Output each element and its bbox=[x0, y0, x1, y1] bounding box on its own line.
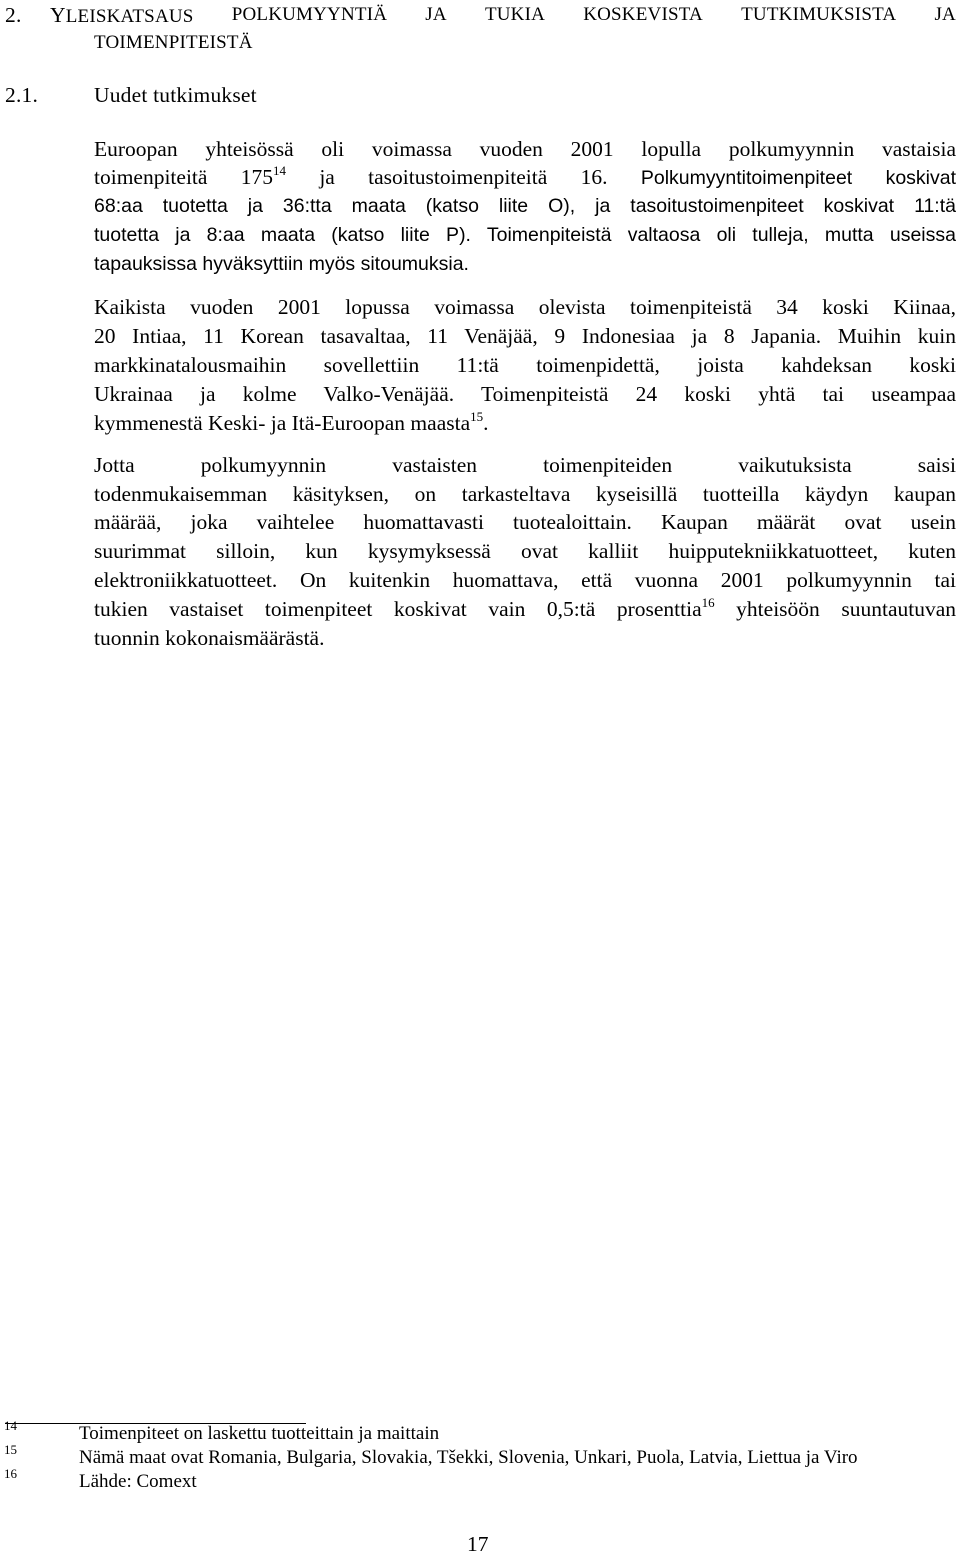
section-title-word: TUTKIMUKSISTA bbox=[741, 4, 897, 25]
section-title-word: TUKIA bbox=[484, 4, 546, 25]
footnote-number: 14 bbox=[4, 1418, 17, 1433]
paragraph-line: Kaikista vuoden 2001 lopussa voimassa olevista toimenpiteistä 34 koski Kiinaa, bbox=[94, 295, 956, 319]
paragraph-line: todenmukaisemman käsityksen, on tarkasteltava kyseisillä tuotteilla käydyn kaupan bbox=[94, 482, 956, 506]
footnote-number: 16 bbox=[4, 1466, 17, 1481]
paragraph-line: tukien vastaiset toimenpiteet koskivat vain 0,5:tä prosenttia$^{16}$ yhteisöön suuntautuvan bbox=[94, 595, 956, 621]
section-title-word: JA bbox=[934, 4, 956, 25]
paragraph-line: Jotta polkumyynnin vastaisten toimenpiteiden vaikutuksista saisi bbox=[94, 453, 956, 477]
paragraph-line: 20 Intiaa, 11 Korean tasavaltaa, 11 Venäjää, 9 Indonesiaa ja 8 Japania. Muihin kuin bbox=[94, 324, 956, 348]
paragraph-line: elektroniikkatuotteet. On kuitenkin huomattava, että vuonna 2001 polkumyynnin tai bbox=[94, 568, 956, 592]
paragraph-line: markkinatalousmaihin sovellettiin 11:tä toimenpidettä, joista kahdeksan koski bbox=[94, 353, 956, 377]
footnote-ref-15: 15 bbox=[470, 409, 484, 424]
footnote-text: Lähde: Comext bbox=[79, 1471, 197, 1492]
page-number: 17 bbox=[467, 1532, 489, 1556]
subsection-number: 2.1. bbox=[5, 83, 39, 107]
paragraph-line: toimenpiteitä $175^{14}$ ja tasoitustoimenpiteitä 16. Polkumyyntitoimenpiteet koskivat bbox=[94, 163, 957, 189]
footnote-number: 15 bbox=[4, 1442, 17, 1457]
section-title-word: JA bbox=[425, 4, 447, 25]
footnote-text: Toimenpiteet on laskettu tuotteittain ja maittain bbox=[79, 1423, 440, 1444]
paragraph-line: kymmenestä Keski- ja Itä-Euroopan maasta$^{15}$. bbox=[94, 409, 489, 435]
footnote-ref-14: 14 bbox=[273, 163, 287, 178]
paragraph-line: tuotetta ja 8:aa maata (katso liite P). Toimenpiteistä valtaosa oli tulleja, mutta useissa bbox=[94, 224, 956, 246]
section-title-line1 bbox=[50, 3, 956, 29]
footnote-text: Nämä maat ovat Romania, Bulgaria, Slovakia, Tšekki, Slovenia, Unkari, Puola, Latvia, Liettua ja Viro bbox=[79, 1447, 858, 1468]
paragraph-line: tuonnin kokonaismäärästä. bbox=[94, 626, 325, 650]
paragraph-line: Ukrainaa ja kolme Valko-Venäjää. Toimenpiteistä 24 koski yhtä tai useampaa bbox=[94, 382, 957, 406]
section-title-word: POLKUMYYNTIÄ bbox=[231, 4, 388, 25]
section-title-line2: TOIMENPITEISTÄ bbox=[94, 32, 253, 53]
subsection-title: Uudet tutkimukset bbox=[94, 83, 257, 107]
paragraph-line: tapauksissa hyväksyttiin myös sitoumuksia. bbox=[94, 253, 469, 275]
footnote-ref-16: 16 bbox=[701, 595, 715, 610]
paragraph-line: 68:aa tuotetta ja 36:tta maata (katso liite O), ja tasoitustoimenpiteet koskivat 11:tä bbox=[94, 195, 956, 217]
section-title-word: YLEISKATSAUS bbox=[50, 3, 194, 27]
section-title-word: KOSKEVISTA bbox=[583, 4, 703, 25]
section-number: 2. bbox=[5, 3, 22, 27]
paragraph-line: suurimmat silloin, kun kysymyksessä ovat kalliit huipputekniikkatuotteet, kuten bbox=[94, 539, 956, 563]
paragraph-line: Euroopan yhteisössä oli voimassa vuoden 2001 lopulla polkumyynnin vastaisia bbox=[94, 137, 956, 161]
paragraph-line: määrää, joka vaihtelee huomattavasti tuotealoittain. Kaupan määrät ovat usein bbox=[94, 510, 956, 534]
